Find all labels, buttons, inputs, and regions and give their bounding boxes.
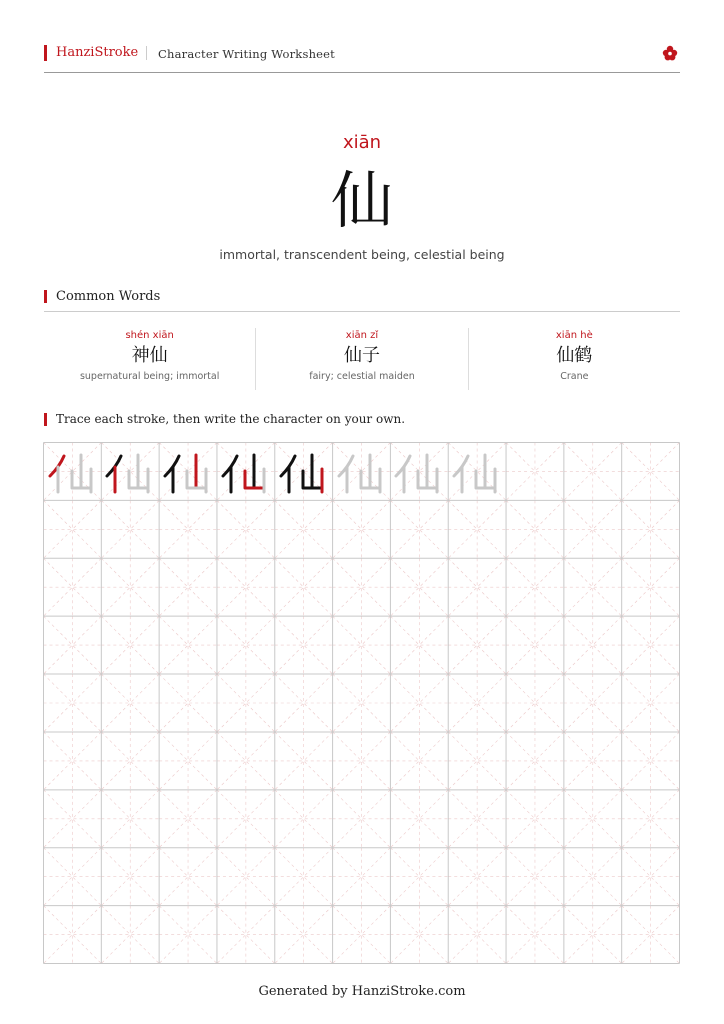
word-meaning: fairy; celestial maiden (309, 371, 415, 382)
word-pinyin: xiān zǐ (345, 330, 379, 341)
trace-cell[interactable] (333, 443, 391, 501)
word-hanzi: 仙鹤 (556, 345, 593, 366)
character-strokes (44, 443, 102, 501)
section-accent-bar (44, 290, 47, 303)
stroke-order-cell[interactable] (44, 443, 102, 501)
word-meaning: Crane (560, 371, 589, 382)
header-divider (146, 46, 147, 60)
section-accent-bar (44, 413, 47, 426)
stroke-order-cell[interactable] (217, 443, 275, 501)
stroke-order-cell[interactable] (159, 443, 217, 501)
trace-cell[interactable] (390, 443, 448, 501)
word-pinyin: xiān hè (555, 330, 593, 341)
word-meaning: supernatural being; immortal (79, 371, 220, 382)
word-hanzi: 仙子 (343, 345, 380, 366)
worksheet-header (44, 44, 680, 64)
common-words-title: Common Words (56, 289, 161, 304)
main-character: 仙 (330, 164, 393, 237)
flower-logo-icon (662, 45, 678, 61)
character-strokes (217, 443, 275, 501)
stroke-order-cell[interactable] (101, 443, 159, 501)
stroke-order-cell[interactable] (275, 443, 333, 501)
common-words-list (44, 328, 680, 390)
document-title: Character Writing Worksheet (158, 47, 336, 61)
header-accent-bar (44, 45, 47, 61)
section-rule (44, 311, 680, 312)
character-pinyin: xiān (342, 132, 382, 153)
character-strokes (390, 443, 448, 501)
practice-instruction: Trace each stroke, then write the character on your own. (56, 412, 406, 426)
character-strokes (275, 443, 333, 501)
footer-credit: Generated by HanziStroke.com (258, 984, 466, 999)
character-strokes (448, 443, 506, 501)
brand-name[interactable]: HanziStroke (56, 45, 139, 60)
word-item (256, 328, 468, 390)
word-item (44, 328, 256, 390)
grid-lines (43, 442, 680, 964)
character-meaning: immortal, transcendent being, celestial being (219, 247, 505, 262)
character-strokes (159, 443, 217, 501)
word-item (469, 328, 680, 390)
character-strokes (333, 443, 391, 501)
header-rule (44, 72, 680, 73)
character-strokes (101, 443, 159, 501)
word-pinyin: shén xiān (125, 330, 174, 341)
practice-grid[interactable] (43, 442, 680, 964)
trace-cell[interactable] (448, 443, 506, 501)
word-hanzi: 神仙 (131, 345, 168, 366)
